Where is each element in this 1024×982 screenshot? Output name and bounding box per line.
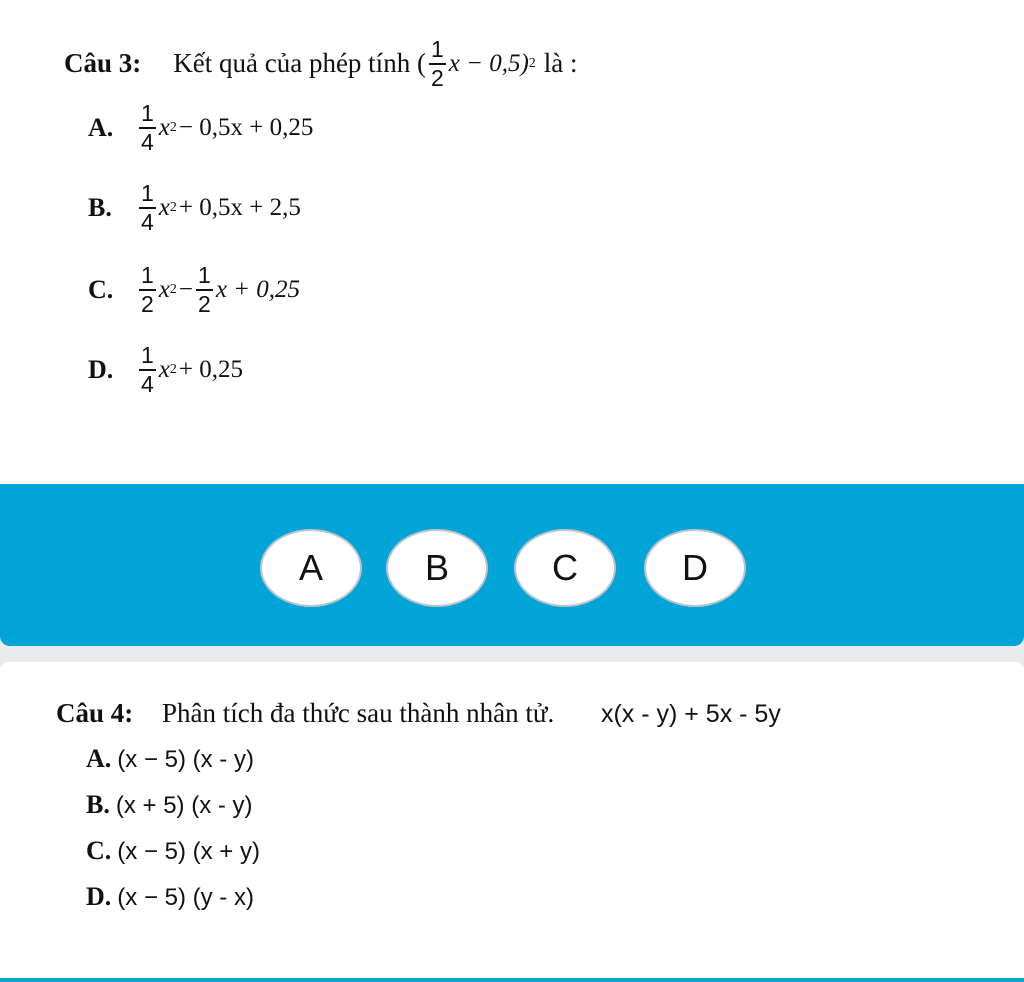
fraction-numerator: 1 bbox=[430, 36, 444, 62]
option-variable: x bbox=[158, 355, 170, 383]
option-exponent: 2 bbox=[169, 119, 177, 135]
option-fraction bbox=[139, 182, 156, 234]
fraction-denominator: 4 bbox=[141, 128, 154, 155]
question-3-option-b bbox=[88, 182, 301, 234]
question-3-expression bbox=[449, 50, 529, 78]
fraction-numerator: 1 bbox=[141, 100, 154, 126]
question-4-card bbox=[0, 662, 1024, 982]
fraction-denominator: 2 bbox=[198, 290, 211, 317]
option-exponent: 2 bbox=[169, 281, 177, 297]
answer-choice-bar bbox=[0, 484, 1024, 646]
question-3-option-c bbox=[88, 264, 300, 316]
option-expression: (x − 5) (x + y) bbox=[117, 838, 260, 865]
option-variable: x bbox=[158, 275, 170, 303]
option-expression: (x − 5) (y - x) bbox=[117, 884, 254, 911]
option-fraction bbox=[139, 344, 156, 396]
bottom-accent-line bbox=[0, 978, 1024, 982]
question-4-text: Phân tích đa thức sau thành nhân tử. bbox=[162, 698, 555, 728]
option-letter: A. bbox=[86, 744, 112, 773]
option-letter: A. bbox=[88, 112, 114, 142]
option-letter: B. bbox=[86, 790, 110, 819]
expression-tail: x − 0,5) bbox=[448, 49, 529, 77]
option-fraction-2 bbox=[196, 264, 213, 316]
option-operator: − bbox=[178, 275, 194, 303]
option-letter: C. bbox=[88, 274, 114, 304]
fraction-denominator: 4 bbox=[141, 370, 154, 397]
question-3-label: Câu 3: bbox=[64, 48, 142, 79]
option-exponent: 2 bbox=[169, 199, 177, 215]
option-letter: C. bbox=[86, 836, 112, 865]
option-exponent: 2 bbox=[169, 361, 177, 377]
option-fraction bbox=[139, 264, 156, 316]
option-rest: − 0,5x + 0,25 bbox=[178, 113, 314, 141]
option-variable: x bbox=[158, 193, 170, 221]
question-3-card bbox=[0, 0, 1024, 484]
question-4-label: Câu 4: bbox=[56, 698, 134, 728]
option-letter: D. bbox=[88, 354, 114, 384]
question-4-expression: x(x - y) + 5x - 5y bbox=[600, 700, 781, 728]
fraction-numerator: 1 bbox=[141, 342, 154, 368]
fraction-denominator: 2 bbox=[141, 290, 154, 317]
fraction-numerator: 1 bbox=[141, 262, 154, 288]
option-letter: B. bbox=[88, 192, 112, 222]
option-rest: + 0,5x + 2,5 bbox=[178, 193, 301, 221]
answer-choice-b[interactable]: B bbox=[386, 529, 488, 607]
answer-choice-c[interactable]: C bbox=[514, 529, 616, 607]
fraction-numerator: 1 bbox=[198, 262, 211, 288]
question-3-option-a bbox=[88, 102, 313, 154]
fraction-denominator: 2 bbox=[430, 64, 444, 91]
option-rest: + 0,25 bbox=[178, 355, 244, 383]
option-rest: x + 0,25 bbox=[215, 275, 301, 303]
question-4-option-c bbox=[86, 836, 260, 866]
question-4-option-d bbox=[86, 882, 254, 912]
answer-choice-a[interactable]: A bbox=[260, 529, 362, 607]
question-3-exponent: 2 bbox=[528, 55, 536, 71]
question-4-option-b bbox=[86, 790, 253, 820]
question-3-fraction bbox=[429, 38, 446, 90]
question-3-suffix: là : bbox=[543, 48, 578, 79]
answer-choice-d[interactable]: D bbox=[644, 529, 746, 607]
option-expression: (x − 5) (x - y) bbox=[117, 746, 254, 773]
question-3-heading bbox=[64, 38, 578, 90]
option-expression: (x + 5) (x - y) bbox=[115, 792, 253, 819]
fraction-numerator: 1 bbox=[141, 180, 154, 206]
question-4-option-a bbox=[86, 744, 254, 774]
option-fraction bbox=[139, 102, 156, 154]
question-4-heading bbox=[56, 698, 781, 729]
question-3-option-d bbox=[88, 344, 243, 396]
option-letter: D. bbox=[86, 882, 112, 911]
option-variable: x bbox=[158, 113, 170, 141]
fraction-denominator: 4 bbox=[141, 208, 154, 235]
question-3-text: Kết quả của phép tính ( bbox=[173, 48, 426, 79]
